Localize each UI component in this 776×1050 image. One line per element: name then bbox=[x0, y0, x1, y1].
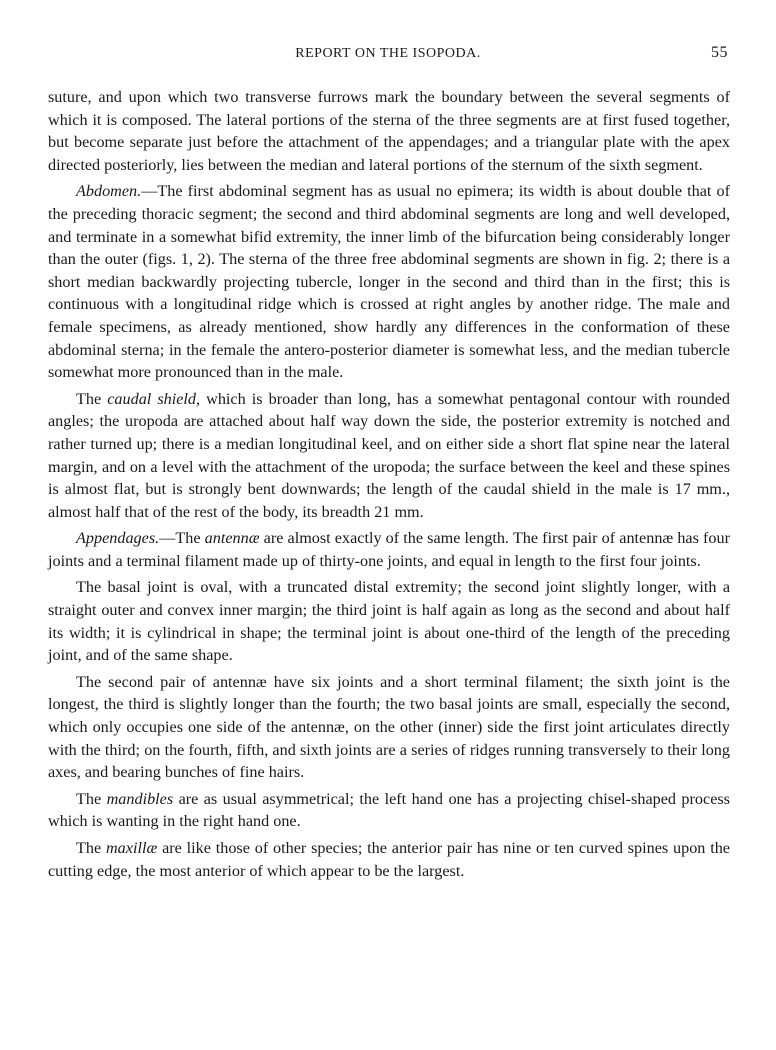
paragraph-lead: The bbox=[76, 389, 108, 408]
paragraph-mandibles bbox=[48, 788, 730, 833]
paragraph-continuation bbox=[48, 86, 730, 176]
paragraph-text: The basal joint is oval, with a truncated distal extremity; the second joint slightly longer, with a straight outer and convex inner margin; the third joint is half again as long as the second and about half its width; it is cylindrical in shape; the terminal joint is about one-third of the length of the preceding joint, and of the same shape. bbox=[48, 578, 730, 665]
term-mandibles: mandibles bbox=[106, 789, 174, 808]
term-antennae: antennæ bbox=[204, 529, 260, 548]
paragraph-lead: The bbox=[76, 839, 106, 857]
paragraph-lead: —The bbox=[159, 529, 205, 548]
page-body bbox=[48, 86, 730, 882]
paragraph-lead: The bbox=[76, 789, 107, 808]
paragraph-text: , which is broader than long, has a somewhat pentagonal contour with rounded angles; the uropoda are attached about half way down the side, the posterior extremity is notched and rather turned up; there is a median longitudinal keel, and on either side a short flat spine near the lateral margin, and on a level with the attachment of the uropoda; the surface between the keel and these spines is almost flat, but is strongly bent downwards; the length of the caudal shield in the male is 17 mm., almost half that of the rest of the body, its breadth 21 mm. bbox=[48, 389, 730, 521]
paragraph-maxillae bbox=[48, 837, 730, 882]
paragraph-second-antennae bbox=[48, 671, 730, 784]
paragraph-text: suture, and upon which two transverse furrows mark the boundary between the several segments of which it is composed. The lateral portions of the sterna of the three segments are at first fused together, but become separate just before the attachment of the appendages; and a triangular plate with the apex directed posteriorly, lies between the median and lateral portions of the sternum of the sixth segment. bbox=[48, 88, 730, 174]
section-heading-abdomen: Abdomen. bbox=[76, 182, 142, 201]
paragraph-caudal-shield bbox=[48, 388, 730, 524]
paragraph-text: —The first abdominal segment has as usual no epimera; its width is about double that of the preceding thoracic segment; the second and third abdominal segments are long and well developed, and terminate in a somewhat bifid extremity, the inner limb of the bifurcation being considerably longer than the outer (figs. 1, 2). The sterna of the three free abdominal segments are shown in fig. 2; there is a short median backwardly projecting tubercle, longer in the second and third than in the first; this is continuous with a longitudinal ridge which is crossed at right angles by another ridge. The male and female specimens, as already mentioned, show hardly any differences in the conformation of these abdominal sterna; in the female the antero-posterior diameter is somewhat less, and the median tubercle somewhat more pronounced than in the male. bbox=[48, 182, 730, 382]
paragraph-text: are as usual asymmetrical; the left hand one has a projecting chisel-shaped process which is wanting in the right hand one. bbox=[48, 789, 730, 831]
paragraph-abdomen bbox=[48, 180, 730, 383]
section-heading-appendages: Appendages. bbox=[76, 529, 160, 548]
page-number: 55 bbox=[711, 44, 728, 61]
term-caudal-shield: caudal shield bbox=[107, 389, 197, 408]
running-title: REPORT ON THE ISOPODA. bbox=[295, 46, 481, 61]
paragraph-basal-joint bbox=[48, 576, 730, 666]
term-maxillae: maxillæ bbox=[105, 839, 158, 857]
running-header bbox=[46, 46, 730, 68]
paragraph-appendages bbox=[48, 527, 730, 572]
paragraph-text: The second pair of antennæ have six joints and a short terminal filament; the sixth joint is the longest, the third is slightly longer than the fourth; the two basal joints are small, especially the second, which only occupies one side of the antennæ, on the other (inner) side the first joint articulates directly with the third; on the fourth, fifth, and sixth joints are a series of ridges running transversely to their long axes, and bearing bunches of fine hairs. bbox=[48, 672, 730, 782]
paragraph-text: are almost exactly of the same length. The first pair of antennæ has four joints and a terminal filament made up of thirty-one joints, and equal in length to the first four joints. bbox=[48, 529, 731, 570]
paragraph-text: are like those of other species; the anterior pair has nine or ten curved spines upon the cutting edge, the most anterior of which appear to be the largest. bbox=[48, 839, 730, 880]
